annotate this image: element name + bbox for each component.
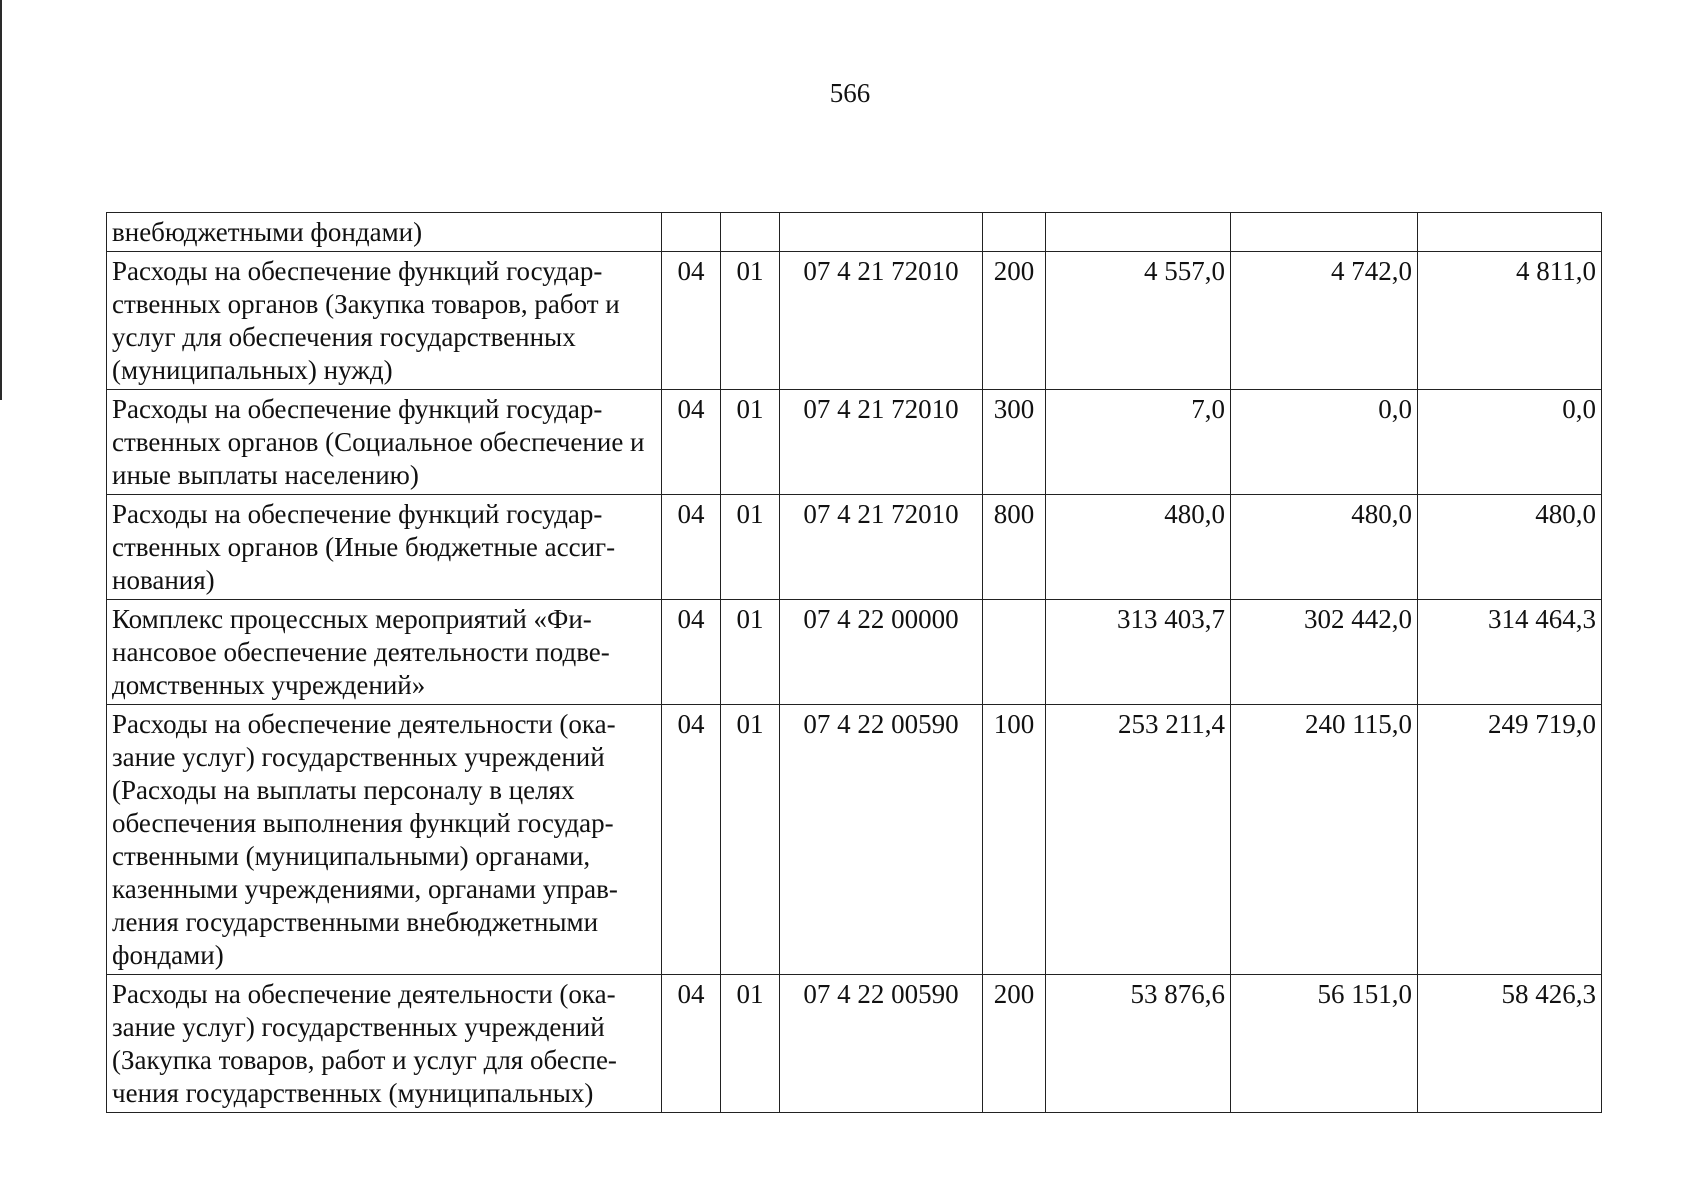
row-amount-year3: 58 426,3 — [1418, 975, 1602, 1113]
row-amount-year2: 302 442,0 — [1231, 600, 1418, 705]
row-section: 04 — [662, 495, 721, 600]
row-amount-year2: 4 742,0 — [1231, 252, 1418, 390]
row-expense-type: 100 — [983, 705, 1046, 975]
budget-table — [106, 212, 1602, 1113]
row-expense-type — [983, 600, 1046, 705]
scan-edge-line — [0, 0, 2, 400]
row-amount-year2: 240 115,0 — [1231, 705, 1418, 975]
row-expense-type — [983, 213, 1046, 252]
row-subsection: 01 — [721, 600, 780, 705]
row-amount-year1: 4 557,0 — [1046, 252, 1231, 390]
table-row — [107, 600, 1602, 705]
table-row — [107, 390, 1602, 495]
row-expense-type: 200 — [983, 975, 1046, 1113]
row-section: 04 — [662, 252, 721, 390]
row-target-article: 07 4 22 00590 — [780, 975, 983, 1113]
row-section: 04 — [662, 390, 721, 495]
row-target-article: 07 4 21 72010 — [780, 390, 983, 495]
row-name: Комплекс процессных мероприятий «Фи-нансовое обеспечение деятельности подве-домственных учреждений» — [107, 600, 662, 705]
row-amount-year1: 480,0 — [1046, 495, 1231, 600]
row-target-article: 07 4 21 72010 — [780, 495, 983, 600]
row-amount-year1: 253 211,4 — [1046, 705, 1231, 975]
row-name: Расходы на обеспечение функций государ-ственных органов (Закупка товаров, работ и услуг для обеспечения государственных (муниципальных) нужд) — [107, 252, 662, 390]
row-amount-year1: 53 876,6 — [1046, 975, 1231, 1113]
row-section: 04 — [662, 975, 721, 1113]
row-amount-year1: 313 403,7 — [1046, 600, 1231, 705]
row-subsection: 01 — [721, 705, 780, 975]
table-body — [107, 213, 1602, 1113]
row-name: Расходы на обеспечение деятельности (ока-зание услуг) государственных учреждений (Закупка товаров, работ и услуг для обеспе-чения государственных (муниципальных) — [107, 975, 662, 1113]
page-number: 566 — [829, 78, 871, 108]
row-subsection: 01 — [721, 975, 780, 1113]
row-name: Расходы на обеспечение функций государ-ственных органов (Социальное обеспечение и иные выплаты населению) — [107, 390, 662, 495]
row-name: Расходы на обеспечение деятельности (ока-зание услуг) государственных учреждений (Расходы на выплаты персоналу в целях обеспечения выполнения функций государ-ственными (муниципальными) органами, казенными учреждениями, органами управ-ления государственными внебюджетными фондами) — [107, 705, 662, 975]
row-amount-year3: 480,0 — [1418, 495, 1602, 600]
row-expense-type: 300 — [983, 390, 1046, 495]
table-row — [107, 495, 1602, 600]
row-expense-type: 800 — [983, 495, 1046, 600]
row-section: 04 — [662, 600, 721, 705]
row-amount-year2: 0,0 — [1231, 390, 1418, 495]
row-target-article: 07 4 21 72010 — [780, 252, 983, 390]
row-name: внебюджетными фондами) — [107, 213, 662, 252]
row-amount-year3: 249 719,0 — [1418, 705, 1602, 975]
row-amount-year1 — [1046, 213, 1231, 252]
row-amount-year3: 0,0 — [1418, 390, 1602, 495]
table-row — [107, 705, 1602, 975]
row-target-article — [780, 213, 983, 252]
row-amount-year3: 314 464,3 — [1418, 600, 1602, 705]
table-row — [107, 252, 1602, 390]
row-section — [662, 213, 721, 252]
row-amount-year3 — [1418, 213, 1602, 252]
table-row — [107, 975, 1602, 1113]
row-subsection: 01 — [721, 390, 780, 495]
row-expense-type: 200 — [983, 252, 1046, 390]
row-subsection — [721, 213, 780, 252]
row-name: Расходы на обеспечение функций государ-ственных органов (Иные бюджетные ассиг-нования) — [107, 495, 662, 600]
row-target-article: 07 4 22 00590 — [780, 705, 983, 975]
row-section: 04 — [662, 705, 721, 975]
table-row — [107, 213, 1602, 252]
row-target-article: 07 4 22 00000 — [780, 600, 983, 705]
row-subsection: 01 — [721, 252, 780, 390]
row-amount-year2: 480,0 — [1231, 495, 1418, 600]
row-amount-year1: 7,0 — [1046, 390, 1231, 495]
row-amount-year2 — [1231, 213, 1418, 252]
row-subsection: 01 — [721, 495, 780, 600]
row-amount-year2: 56 151,0 — [1231, 975, 1418, 1113]
row-amount-year3: 4 811,0 — [1418, 252, 1602, 390]
